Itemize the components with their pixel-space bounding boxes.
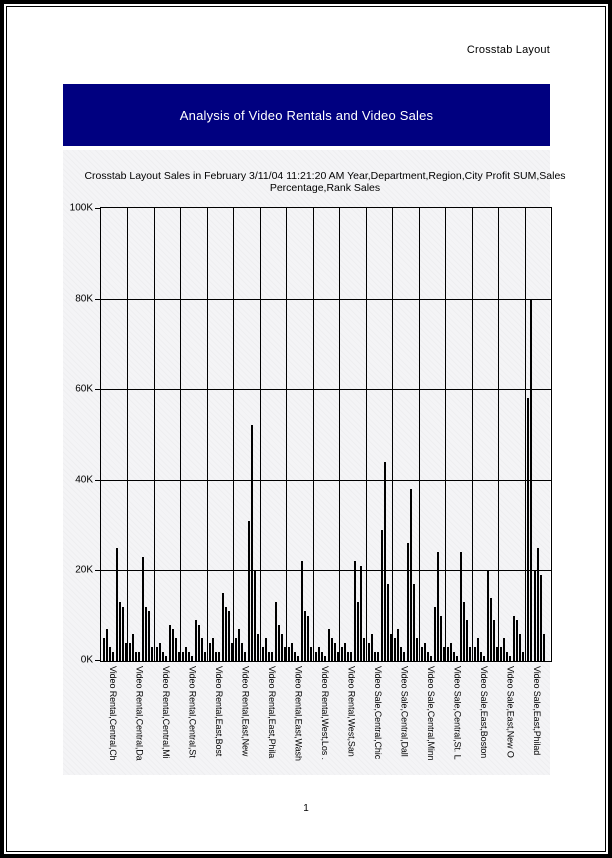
y-axis-label: 0K [80,654,93,666]
bar [434,607,436,661]
x-axis-label: Video Rental,Central,Da [134,666,145,761]
chart-heading [83,170,567,195]
bar [201,638,203,661]
bar [135,652,137,661]
bar [278,625,280,661]
bar [148,611,150,661]
bar [301,561,303,661]
bar [341,647,343,661]
bar [344,643,346,661]
bar [527,398,529,661]
bar [222,593,224,661]
bar [513,616,515,661]
x-axis-label: Video Rental,West,Los . [320,666,330,760]
bar [374,652,376,661]
bar [122,607,124,661]
report-title-banner [63,84,550,146]
x-axis-label: Video Sale,Central,St. L [452,666,463,760]
bar [310,647,312,661]
y-axis-label: 60K [75,383,93,395]
bar [235,638,237,661]
group-gridline [472,208,473,661]
x-axis-label: Video Rental,East,Phila [267,666,278,759]
bar [288,647,290,661]
bar [390,634,392,661]
bar [368,643,370,661]
bar [506,652,508,661]
bar [251,425,253,661]
bar [443,647,445,661]
bar [416,638,418,661]
bar [284,647,286,661]
bar [519,634,521,661]
report-title: Analysis of Video Rentals and Video Sales [179,107,434,123]
x-axis-label: Video Sale,Central,Minn [425,666,436,761]
bar [307,616,309,661]
bar [487,570,489,661]
x-axis-label: Video Rental,East,New [240,666,251,757]
x-axis-label: Video Rental,Central,St [187,666,198,758]
bar [238,629,240,661]
bar [347,652,349,661]
y-axis-tick [95,660,101,661]
group-gridline [180,208,181,661]
bar [540,575,542,661]
bar [241,643,243,661]
group-gridline [366,208,367,661]
bar [328,629,330,661]
group-gridline [339,208,340,661]
bar [477,638,479,661]
y-axis-label: 80K [75,293,93,305]
y-axis-label: 40K [75,474,93,486]
bar [394,638,396,661]
bar [225,607,227,661]
bar [103,638,105,661]
y-axis-label: 20K [75,564,93,576]
bar [178,652,180,661]
bar [496,647,498,661]
bar [387,584,389,661]
bar [262,647,264,661]
x-axis-label: Video Sale,East,Philad [531,666,542,756]
bar [112,652,114,661]
bar [447,647,449,661]
bar [360,566,362,661]
bar [129,643,131,661]
bar [151,647,153,661]
x-axis-label: Video Rental,East,Wash [293,666,304,761]
bar [466,620,468,661]
y-axis-tick [95,570,101,571]
bar [424,643,426,661]
bar [248,521,250,661]
bar [159,643,161,661]
y-gridline [101,299,551,300]
bar [281,634,283,661]
bar [188,652,190,661]
bar [403,652,405,661]
bar [182,652,184,661]
bar [427,652,429,661]
bar [191,656,193,661]
group-gridline [207,208,208,661]
bar [407,543,409,661]
report-corner-label: Crosstab Layout [466,44,550,56]
y-gridline [101,570,551,571]
x-axis-label: Video Sale,Central,Dall [399,666,410,757]
bar [244,652,246,661]
bar [116,548,118,661]
x-axis-label: Video Rental,East,Bost [214,666,225,757]
bar [410,489,412,661]
bar [430,656,432,661]
bar [109,647,111,661]
bar [397,629,399,661]
bar [354,561,356,661]
bar [185,647,187,661]
bar [357,602,359,661]
bar [304,611,306,661]
bar [125,643,127,661]
bar [132,634,134,661]
group-gridline [525,208,526,661]
bar [195,620,197,661]
bar [530,299,532,661]
bar [172,629,174,661]
bar [350,652,352,661]
group-gridline [154,208,155,661]
bar [363,638,365,661]
bar [384,462,386,661]
group-gridline [392,208,393,661]
bar [275,602,277,661]
bar [156,647,158,661]
bar [228,611,230,661]
bar [371,634,373,661]
bar [522,652,524,661]
bar [537,548,539,661]
y-axis-tick [95,299,101,300]
x-axis-label: Video Rental,West,San [346,666,357,757]
bar [204,652,206,661]
bar [381,530,383,661]
bar [175,638,177,661]
bar [450,643,452,661]
bar [315,652,317,661]
bar [474,647,476,661]
bar [324,656,326,661]
plot-area [69,202,552,666]
bar [265,638,267,661]
bar [440,616,442,661]
group-gridline [233,208,234,661]
y-gridline [101,389,551,390]
x-axis-label: Video Rental,Central,Mi [161,666,172,759]
bar [215,652,217,661]
bar [460,552,462,661]
bar [331,638,333,661]
bar [469,647,471,661]
bar [294,652,296,661]
bar [257,634,259,661]
bar [500,647,502,661]
bar [453,652,455,661]
bar [218,652,220,661]
group-gridline [419,208,420,661]
bar [231,643,233,661]
bar [334,643,336,661]
group-gridline [313,208,314,661]
chart-panel [63,150,566,775]
bar [165,656,167,661]
y-axis-tick [95,389,101,390]
bar [138,652,140,661]
bar [463,602,465,661]
bar [212,638,214,661]
bar [162,652,164,661]
y-gridline [101,480,551,481]
chart-heading-line1: Crosstab Layout Sales in February 3/11/04 11:21:20 AM Year,Department,Region,City Profit SUM,Sales [84,170,566,182]
bar [377,652,379,661]
y-axis-tick [95,480,101,481]
bar [456,656,458,661]
bar [106,629,108,661]
bar [413,584,415,661]
bar [209,643,211,661]
bar [321,652,323,661]
bar [271,652,273,661]
bar [483,656,485,661]
bar [337,652,339,661]
bar [254,570,256,661]
bar [268,652,270,661]
bar [169,625,171,661]
bar [145,607,147,661]
group-gridline [286,208,287,661]
bar [421,647,423,661]
bar [297,656,299,661]
page-number: 1 [303,803,309,814]
bar [400,647,402,661]
bar [516,620,518,661]
bar [480,652,482,661]
bar [318,647,320,661]
group-gridline [445,208,446,661]
x-axis-label: Video Rental,Central,Ch [108,666,119,761]
y-axis-tick [95,208,101,209]
bar [198,625,200,661]
group-gridline [260,208,261,661]
x-axis-label: Video Sale,East,Boston [478,666,489,759]
x-axis-label: Video Sale,Central,Chic [372,666,383,760]
group-gridline [127,208,128,661]
bar [503,638,505,661]
bar [437,552,439,661]
group-gridline [498,208,499,661]
chart-heading-line2: Percentage,Rank Sales [269,182,381,195]
bar [490,598,492,661]
bar [534,570,536,661]
bar [509,656,511,661]
bar [291,643,293,661]
bar [493,620,495,661]
bar [119,602,121,661]
bar [142,557,144,661]
y-axis-label: 100K [69,202,93,214]
bar [543,634,545,661]
x-axis-label: Video Sale,East,New O [505,666,516,758]
